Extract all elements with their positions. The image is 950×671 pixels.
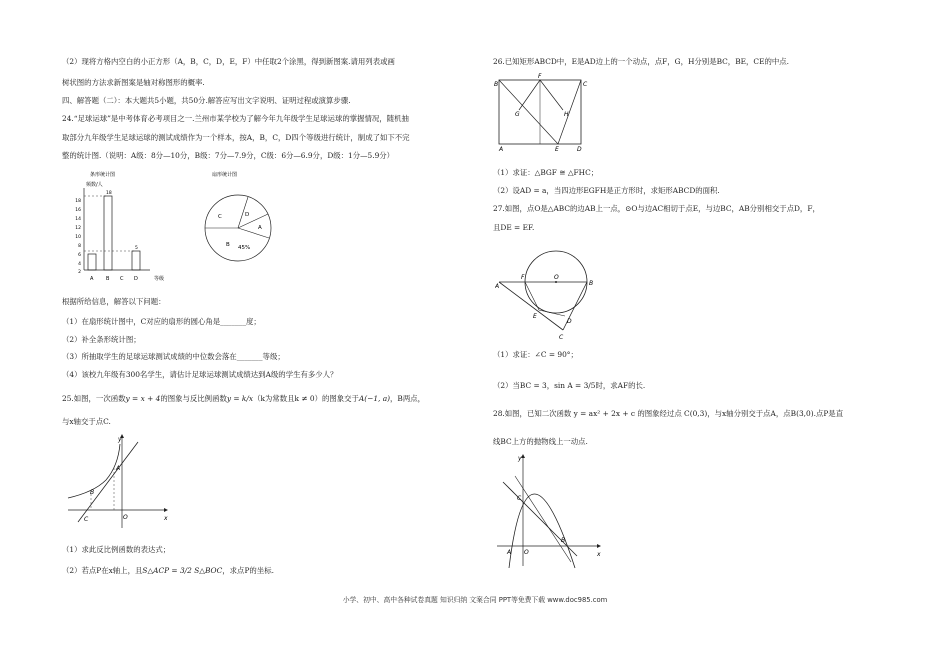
q26-figure [493,72,591,152]
pie-divider [238,214,268,228]
q26-text: 26.已知矩形ABCD中，E是AD边上的一个动点，点F，G，H分别是BC，BE，CE的中点. [493,57,789,66]
q25-prefix: 25.如图，一次函数 [62,394,126,403]
q27-part1: （1）求证：∠C = 90°； [493,350,578,359]
q25-label-a: A [116,465,121,472]
q28-label-o: O [524,549,529,556]
bar-d [132,251,140,270]
q27-label-c: C [559,334,564,340]
q27-label-a: A [495,283,500,290]
q28-label-c: C [517,495,522,502]
pie-chart-figure [198,166,278,276]
pie-label-a: A [258,225,262,231]
ytick: 2 [78,270,81,275]
q27-center-dot [555,281,557,283]
q26-part1: （1）求证：△BGF ≅ △FHC； [493,168,599,177]
pie-label-b: B [226,242,230,248]
q26-label-b: B [494,81,499,88]
q25-point-a: A(−1, a) [358,394,391,403]
q25-part2-prefix: （2）若点P在x轴上，且 [62,566,143,575]
q25-k-note: （k为常数且k ≠ 0）的图象交于 [253,394,359,403]
bar-a [88,254,96,270]
pie-chart-title: 扇形统计图 [212,172,238,178]
q25-label-x: x [164,515,168,522]
q26-label-g: G [515,111,520,118]
bar-y-ticks [75,198,81,275]
pie-label-b-pct: 45% [238,245,251,251]
q25-area-eq: S△ACP = 3/2 S△BOC [142,566,223,575]
q26-square-sides [519,80,563,110]
q27-line1: 27.如图，点O是△ABC的边AB上一点，⊙O与边AC相切于点E，与边BC，AB分别相交于点D，F， [493,204,820,213]
q27-line2: 且DE = EF. [493,223,535,232]
q26-part2: （2）设AD = a，当四边形EGFH是正方形时，求矩形ABCD的面积. [493,186,720,195]
q25-end: ，B两点， [390,394,426,403]
q26-label-a: A [499,146,504,152]
q27-line-ac [499,282,563,330]
q25-inverse-eq: y = k/x [226,394,254,403]
ytick: 4 [78,262,81,267]
q28-label-y: y [518,455,522,462]
bar-d-label: 5 [135,246,138,251]
q24-part1: （1）在扇形统计图中，C对应的扇形的圆心角是_______度； [62,317,261,326]
q25-label-o: O [123,514,128,521]
q27-figure [495,238,600,340]
q28-label-b: B [561,537,566,544]
q25-label-c: C [84,516,89,523]
q28-label-x: x [597,551,601,558]
ytick: 6 [78,253,81,258]
q23-part2-line1: （2）现将方格内空白的小正方形（A，B，C，D，E，F）中任取2个涂黑，得到新图案.请用列表或画 [62,57,395,66]
q28-figure [493,452,608,570]
bar-chart-xlabel: 等级 [154,276,165,282]
q23-part2-line2: 树状图的方法求新图案是轴对称图形的概率. [62,78,205,87]
arrow-icon [164,508,168,512]
q26-label-c: C [583,81,588,88]
pie-label-d: D [245,212,250,218]
q24-part2: （2）补全条形统计图； [62,335,141,344]
ytick: 8 [78,244,81,249]
ytick: 14 [75,217,81,222]
xcat-d: D [134,276,138,282]
bar-chart-title: 条形统计图 [90,172,116,178]
q28-line2: 线BC上方的抛物线上一动点. [493,437,588,446]
section-four-heading: 四、解答题（二）：本大题共5小题，共50分.解答应写出文字说明、证明过程或演算步骤. [62,96,351,105]
q25-line2: 与x轴交于点C. [62,417,111,426]
q24-part3: （3）所抽取学生的足球运球测试成绩的中位数会落在_______等级； [62,352,285,361]
q24-line1: 24.“足球运球”是中考体育必考项目之一.兰州市某学校为了解今年九年级学生足球运球的掌握情况，随机抽 [62,114,409,123]
arrow-icon [521,454,525,458]
q26-label-h: H [564,111,569,118]
xcat-b: B [106,276,110,282]
bar-chart-ylabel: 频数/人 [86,182,103,188]
q28-parabola [509,494,575,568]
q27-label-d: D [567,318,572,325]
q27-label-f: F [521,274,525,281]
ytick: 16 [75,208,81,213]
q25-part2-end: ，求点P的坐标. [222,566,274,575]
pie-label-c: C [218,214,222,220]
bar-b [104,196,112,270]
ytick: 18 [75,199,81,204]
q27-label-e: E [533,313,537,320]
q25-figure [64,432,174,532]
q28-line1: 28.如图，已知二次函数 y = ax² + 2x + c 的图象经过点 C(0,3)，与x轴分别交于点A，点B(3,0).点P是直 [493,409,844,418]
q26-label-e: E [555,146,559,152]
q25-linear-eq: y = x + 4 [125,394,161,403]
right-column [475,0,950,671]
q25-part1: （1）求此反比例函数的表达式； [62,545,171,554]
q28-line-bc [503,482,577,556]
q26-label-f: F [538,73,542,80]
q25-line1 [62,394,425,403]
xcat-a: A [90,276,94,282]
q27-label-o: O [554,274,559,281]
q24-line3: 整的统计图.（说明：A级：8分—10分，B级：7分—7.9分，C级：6分—6.9分，D级：1分—5.9分） [62,151,395,160]
q25-middle: 的图象与反比例函数 [160,394,227,403]
bar-b-label: 18 [106,191,112,196]
q25-part2 [62,566,274,575]
q24-line2: 取部分九年级学生足球运球的测试成绩作为一个样本，按A，B，C，D四个等级进行统计，制成了如下不完 [62,133,410,142]
q24-intro: 根据所给信息，解答以下问题： [62,297,166,306]
page-footer: 小学、初中、高中各种试卷真题 知识归纳 文案合同 PPT等免费下载 www.doc985.com [342,596,608,604]
q28-label-a: A [507,549,512,556]
ytick: 12 [75,226,81,231]
q27-label-b: B [589,280,594,287]
q24-part4: （4）该校九年级有300名学生，请估计足球运球测试成绩达到A级的学生有多少人？ [62,370,338,379]
q25-label-y: y [118,436,122,443]
q25-label-b: B [90,489,95,496]
arrow-icon [597,544,601,548]
xcat-c: C [120,276,124,282]
bar-chart-figure [66,166,186,288]
q27-part2: （2）当BC = 3，sin A = 3/5时，求AF的长. [493,381,646,390]
q26-label-d: D [577,146,582,152]
pie-divider [238,228,269,238]
ytick: 10 [75,235,81,240]
